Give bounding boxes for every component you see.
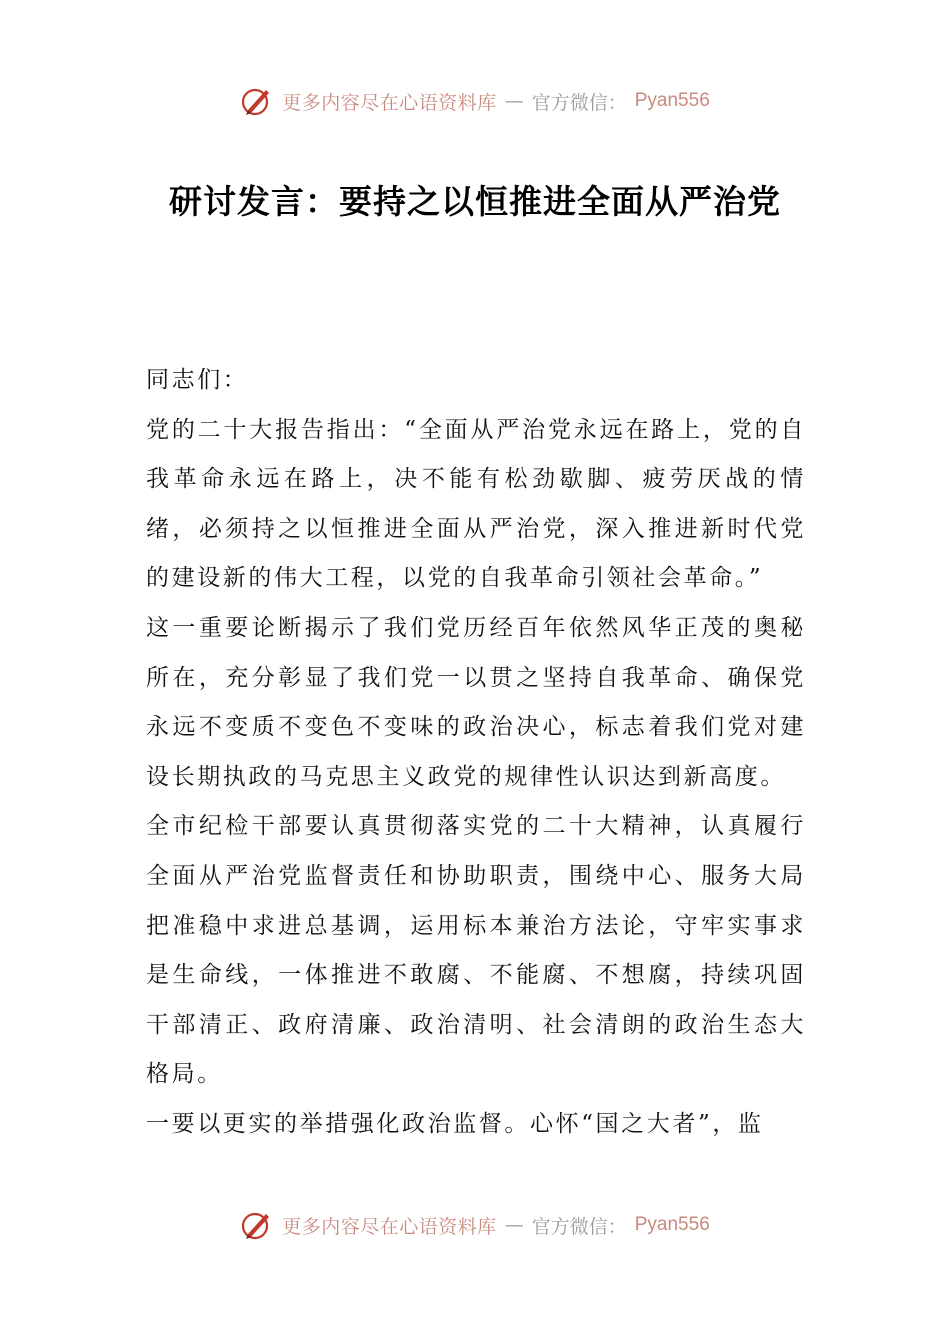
wechat-label: 官方微信： — [531, 1215, 627, 1238]
wechat-id: Pyan556 — [634, 90, 710, 111]
paragraph: 一要以更实的举措强化政治监督。心怀“国之大者”，监 — [146, 1110, 764, 1137]
footer-watermark-banner — [0, 1208, 950, 1242]
document-title: 研讨发言：要持之以恒推进全面从严治党 — [169, 182, 781, 221]
paragraph: 这一重要论断揭示了我们党历经百年依然风华正茂的奥秘所在，充分彰显了我们党一以贯之坚持自我革命、确保党永远不变质不变色不变味的政治决心，标志着我们党对建设长期执政的马克思主义政党的规律性认识达到新高度。 — [146, 614, 806, 790]
header-watermark-banner — [0, 84, 950, 118]
document-body — [146, 356, 806, 1150]
wechat-label: 官方微信： — [531, 91, 627, 114]
paragraph: 全市纪检干部要认真贯彻落实党的二十大精神，认真履行全面从严治党监督责任和协助职责，围绕中心、服务大局把准稳中求进总基调，运用标本兼治方法论，守牢实事求是生命线，一体推进不敢腐、不能腐、不想腐，持续巩固干部清正、政府清廉、政治清明、社会清朗的政治生态大格局。 — [146, 813, 806, 1088]
pen-logo-icon — [240, 84, 274, 118]
brand-text: 更多内容尽在心语资料库 — [282, 1215, 497, 1238]
pen-logo-icon — [240, 1208, 274, 1242]
salutation: 同志们： — [146, 367, 249, 393]
paragraph: 党的二十大报告指出：“全面从严治党永远在路上，党的自我革命永远在路上，决不能有松劲歇脚、疲劳厌战的情绪，必须持之以恒推进全面从严治党，深入推进新时代党的建设新的伟大工程，以党的自我革命引领社会革命。” — [146, 416, 806, 592]
dash-text: — — [504, 1214, 524, 1236]
brand-text: 更多内容尽在心语资料库 — [282, 91, 497, 114]
wechat-id: Pyan556 — [634, 1214, 710, 1235]
dash-text: — — [504, 90, 524, 112]
